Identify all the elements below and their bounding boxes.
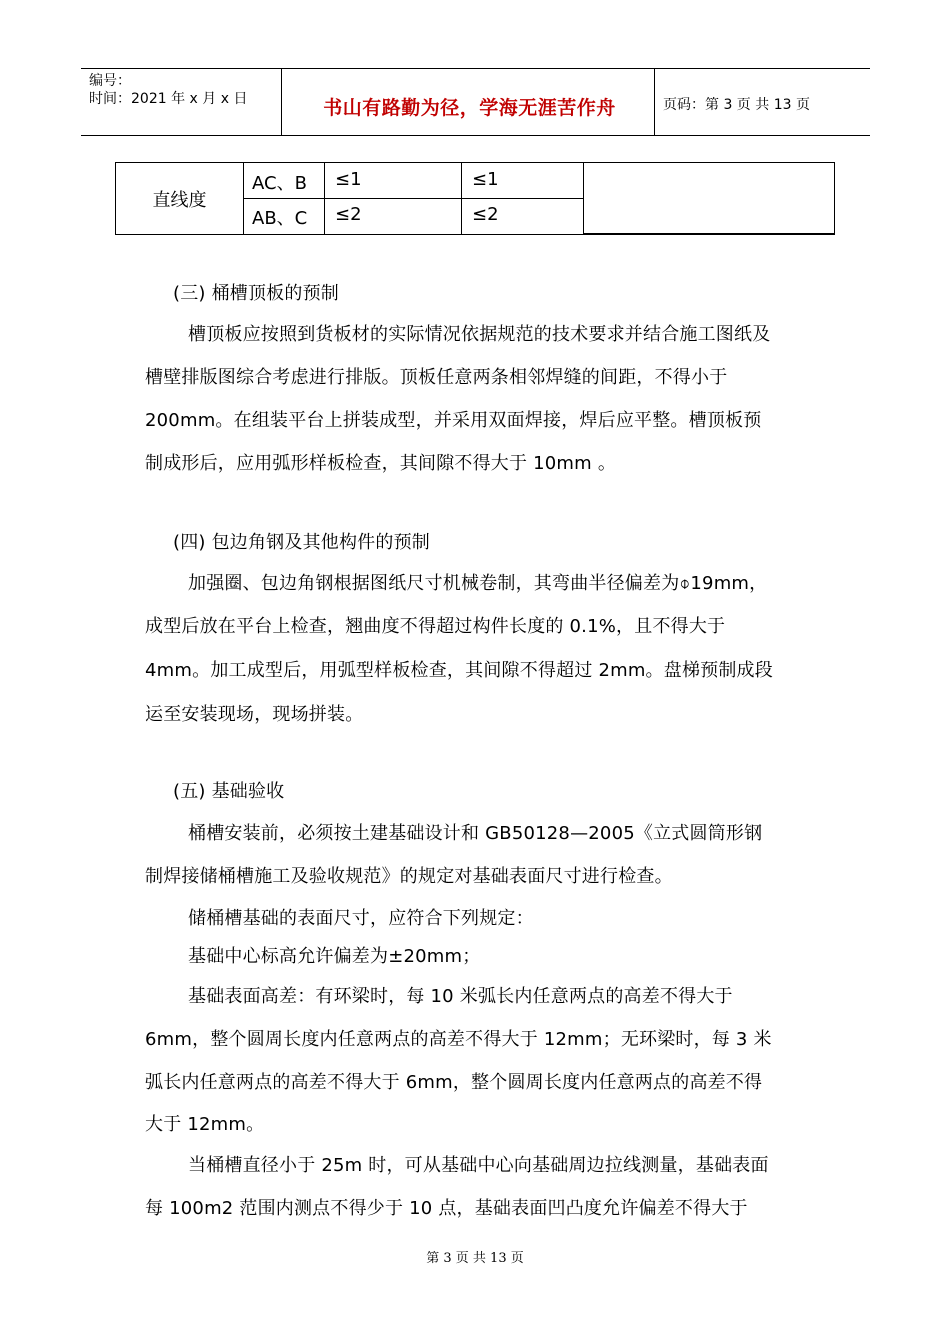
section-3-title: (三) 桶槽顶板的预制 — [173, 283, 339, 304]
section-5-line: 当桶槽直径小于 25m 时，可从基础中心向基础周边拉线测量，基础表面 — [188, 1155, 769, 1176]
section-4-line: 运至安装现场，现场拼装。 — [145, 704, 364, 725]
table-cell-value: ≤2 — [324, 198, 461, 235]
section-5-line: 制焊接储桶槽施工及验收规范》的规定对基础表面尺寸进行检查。 — [145, 866, 673, 887]
table-cell-value: ≤2 — [461, 198, 583, 235]
straightness-table — [115, 162, 835, 235]
section-5-line: 基础表面高差：有环梁时，每 10 米弧长内任意两点的高差不得大于 — [188, 986, 733, 1007]
section-3-line: 200mm。在组装平台上拼装成型，并采用双面焊接，焊后应平整。槽顶板预 — [145, 410, 762, 431]
table-cell-type: AB、C — [243, 198, 324, 235]
table-cell-empty — [583, 162, 835, 235]
header-meta — [89, 72, 247, 108]
header-divider — [654, 69, 655, 135]
table-row-label: 直线度 — [115, 162, 243, 235]
section-3-line: 槽顶板应按照到货板材的实际情况依据规范的技术要求并结合施工图纸及 — [188, 324, 771, 345]
section-5-line: 6mm，整个圆周长度内任意两点的高差不得大于 12mm；无环梁时，每 3 米 — [145, 1029, 772, 1050]
page-footer: 第 3 页 共 13 页 — [426, 1251, 524, 1266]
section-3-line: 槽壁排版图综合考虑进行排版。顶板任意两条相邻焊缝的间距，不得小于 — [145, 367, 728, 388]
section-5-line: 弧长内任意两点的高差不得大于 6mm，整个圆周长度内任意两点的高差不得 — [145, 1072, 763, 1093]
section-5-title: (五) 基础验收 — [173, 781, 285, 802]
section-5-line: 每 100m2 范围内测点不得少于 10 点，基础表面凹凸度允许偏差不得大于 — [145, 1198, 748, 1219]
table-cell-value: ≤1 — [461, 162, 583, 198]
section-5-line: 桶槽安装前，必须按土建基础设计和 GB50128—2005《立式圆筒形钢 — [188, 823, 763, 844]
header-divider — [281, 69, 282, 135]
table-cell-type: AC、B — [243, 162, 324, 198]
section-4-line: 4mm。加工成型后，用弧型样板检查，其间隙不得超过 2mm。盘梯预制成段 — [145, 660, 773, 681]
section-3-line: 制成形后，应用弧形样板检查，其间隙不得大于 10mm 。 — [145, 453, 617, 474]
section-4-title: (四) 包边角钢及其他构件的预制 — [173, 532, 430, 553]
header-date-label: 时间：2021 年 x 月 x 日 — [89, 91, 248, 107]
section-5-line: 大于 12mm。 — [145, 1114, 265, 1135]
page-header — [81, 68, 870, 136]
header-page-info: 页码：第 3 页 共 13 页 — [663, 97, 810, 113]
header-number-label: 编号： — [89, 73, 131, 89]
section-5-line: 储桶槽基础的表面尺寸，应符合下列规定： — [188, 908, 534, 929]
header-motto: 书山有路勤为径，学海无涯苦作舟 — [323, 97, 616, 119]
table-cell-value: ≤1 — [324, 162, 461, 198]
section-5-line: 基础中心标高允许偏差为±20mm； — [188, 946, 481, 967]
section-4-line: 加强圈、包边角钢根据图纸尺寸机械卷制，其弯曲半径偏差为⌽19mm， — [188, 573, 768, 594]
section-4-line: 成型后放在平台上检查，翘曲度不得超过构件长度的 0.1%，且不得大于 — [145, 616, 726, 637]
